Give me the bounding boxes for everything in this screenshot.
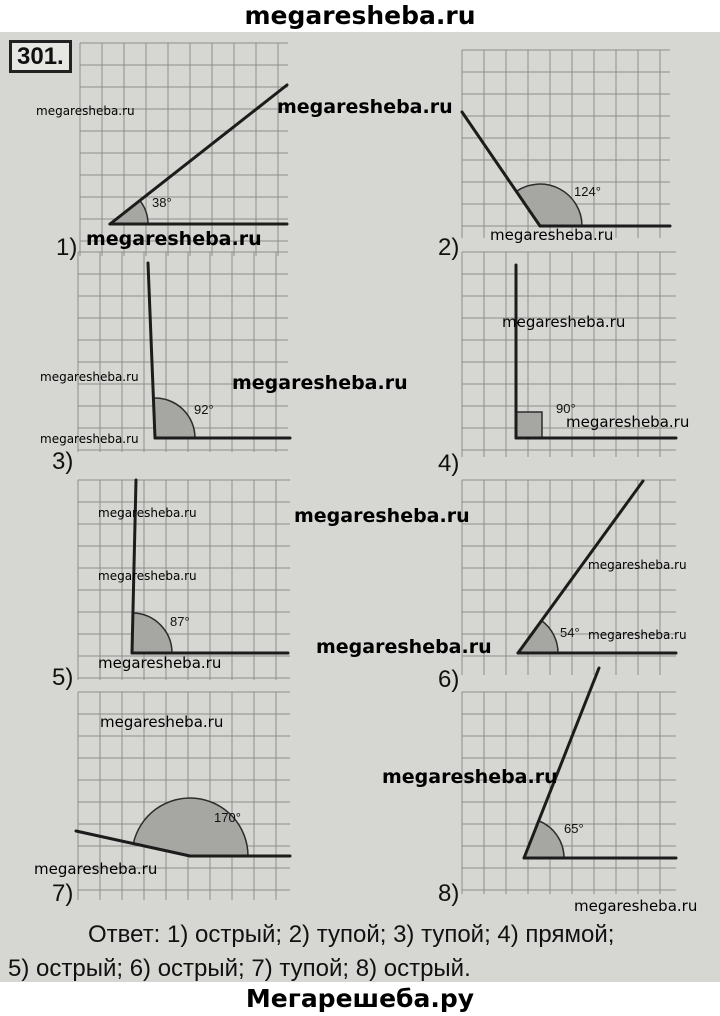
angle-label-7: 170° bbox=[214, 810, 241, 825]
angle-label-8: 65° bbox=[564, 821, 584, 836]
answer-line-2: 5) острый; 6) острый; 7) тупой; 8) острый. bbox=[8, 955, 471, 982]
figure-label-3: 3) bbox=[52, 448, 74, 475]
watermark: megaresheba.ru bbox=[588, 628, 687, 642]
watermark: megaresheba.ru bbox=[502, 313, 626, 331]
figure-label-4: 4) bbox=[438, 450, 460, 477]
watermark: megaresheba.ru bbox=[98, 569, 197, 583]
watermark: megaresheba.ru bbox=[277, 96, 453, 118]
figure-label-8: 8) bbox=[438, 880, 460, 907]
watermark: megaresheba.ru bbox=[232, 372, 408, 394]
angle-label-1: 38° bbox=[152, 195, 172, 210]
watermark: megaresheba.ru bbox=[294, 505, 470, 527]
answer-text bbox=[8, 918, 716, 986]
figure-label-5: 5) bbox=[52, 664, 74, 691]
watermark: megaresheba.ru bbox=[588, 558, 687, 572]
angle-label-2: 124° bbox=[574, 184, 601, 199]
problem-number: 301. bbox=[9, 40, 72, 73]
watermark: megaresheba.ru bbox=[98, 506, 197, 520]
angle-ray bbox=[524, 668, 599, 858]
watermark: megaresheba.ru bbox=[40, 432, 139, 446]
figure-label-6: 6) bbox=[438, 666, 460, 693]
watermark: megaresheba.ru bbox=[566, 413, 690, 431]
watermark: megaresheba.ru bbox=[98, 654, 222, 672]
watermark: megaresheba.ru bbox=[86, 228, 262, 250]
figure-label-1: 1) bbox=[56, 234, 78, 261]
watermark: megaresheba.ru bbox=[382, 766, 558, 788]
figure-label-2: 2) bbox=[438, 234, 460, 261]
watermark: megaresheba.ru bbox=[316, 636, 492, 658]
angle-label-6: 54° bbox=[560, 625, 580, 640]
watermark: megaresheba.ru bbox=[36, 104, 135, 118]
site-header[interactable]: megaresheba.ru bbox=[0, 0, 720, 32]
figure-label-7: 7) bbox=[52, 880, 74, 907]
angle-label-5: 87° bbox=[170, 614, 190, 629]
watermark: megaresheba.ru bbox=[34, 860, 158, 878]
watermark: megaresheba.ru bbox=[574, 897, 698, 915]
watermark: megaresheba.ru bbox=[490, 226, 614, 244]
watermark: megaresheba.ru bbox=[40, 370, 139, 384]
site-footer[interactable]: Мегарешеба.ру bbox=[0, 982, 720, 1016]
watermark: megaresheba.ru bbox=[100, 713, 224, 731]
angle-label-3: 92° bbox=[194, 402, 214, 417]
angle-label-4: 90° bbox=[556, 401, 576, 416]
answer-line-1: Ответ: 1) острый; 2) тупой; 3) тупой; 4) прямой; bbox=[88, 921, 615, 948]
